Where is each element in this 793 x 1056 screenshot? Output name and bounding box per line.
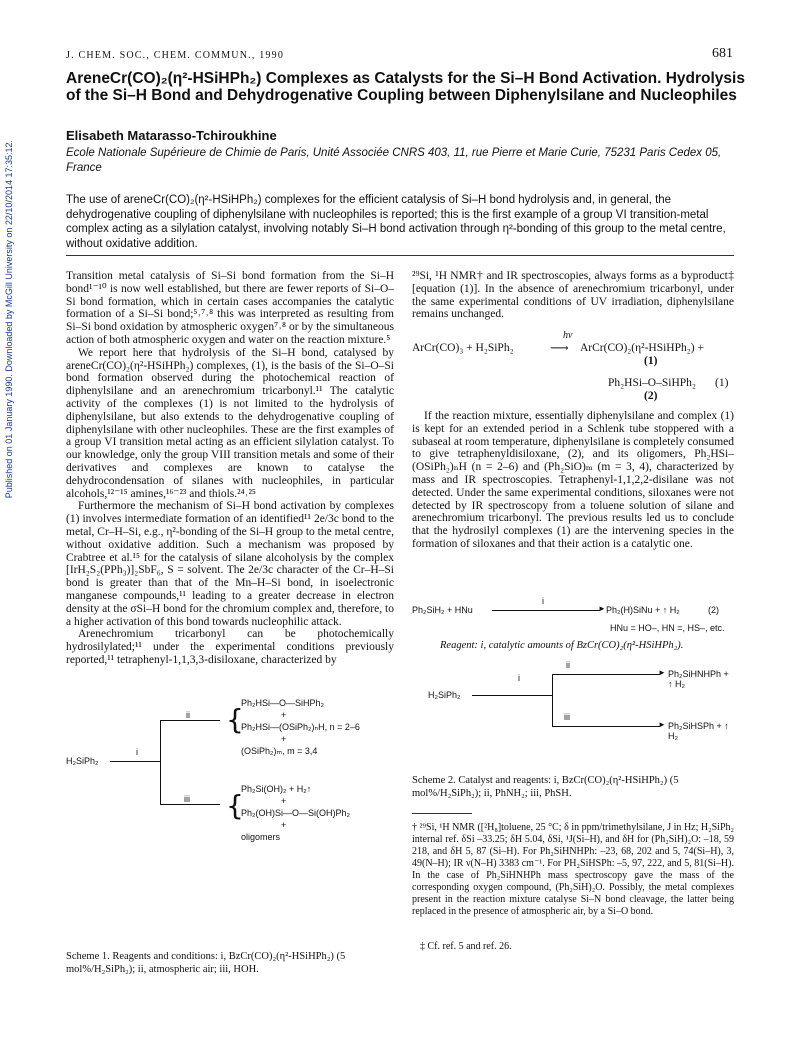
right-column-mid [412,410,734,551]
download-notice: Published on 01 January 1990. Downloaded by McGill University on 22/10/2014 17:35:12. [4,140,14,499]
scheme1-start: H₂SiPh₂ [66,756,99,766]
scheme1-lower-products: Ph₂Si(OH)₂ + H₂↑ + Ph₂(OH)Si—O—Si(OH)Ph₂ + oligomers [241,784,350,842]
scheme-2: H₂SiPh₂ i ii iii ► ► Ph₂SiHNHPh + ↑ H₂ Ph₂SiHSPh + ↑ H₂ [428,660,729,741]
scheme2-caption: Scheme 2. Catalyst and reagents: i, BzCr(CO)₂(η²-HSiHPh₂) (5 mol%/H₂SiPh₂); ii, PhNH₂; iii, PhSH. [412,775,679,799]
left-column [66,270,394,667]
affiliation: Ecole Nationale Supérieure de Chimie de Paris, Unité Associée CNRS 403, 11, rue Pierre et Marie Curie, 75231 Paris Cedex 05, France [66,147,722,174]
paragraph: Furthermore the mechanism of Si–H bond activation by complexes (1) involves intermediate formation of an identified¹¹ 2e/3c bond to the metal, Cr–H–Si, e.g., η²-bonding of the Si–H group to the metal centre, without oxidative addition. Such a mechanism was proposed by Crabtree et al.¹⁵ for the catalysis of silane alcoholysis by the complex [IrH₂S₂(PPh₃)]₂SbF₆, S = solvent. The 2e/3c character of the Cr–H–Si bond is greater than that of the Mn–H–Si bond, in isoelectronic manganese compounds,¹¹ leading to a greater decrease in electron density at the σSi–H bond for the chromium complex and, therefore, to a higher activation of this bond towards nucleophilic attack. [66,500,394,628]
scheme-1: H₂SiPh₂ i ii iii { Ph₂HSi—O—SiHPh₂ + Ph₂HSi—(OSiPh₂)ₙH, n = 2–6 + (OSiPh₂)ₘ, m = 3,4 { Ph₂Si(OH)₂ + H₂↑ + Ph₂(OH)Si—O—Si(OH)Ph₂ + oligomers [66,698,360,842]
article-title: AreneCr(CO)₂(η²-HSiHPh₂) Complexes as Catalysts for the Si–H Bond Activation. Hydrolysis of the Si–H Bond and Dehydrogenative Coupling between Diphenylsilane and Nucleophiles [66,70,745,104]
abstract: The use of areneCr(CO)₂(η²-HSiHPh₂) complexes for the efficient catalysis of Si–H bond hydrolysis and, in general, the dehydrogenative coupling of diphenylsilane with nucleophiles is reported; this is the first example of a group VI transition-metal complex acting as a silylation catalyst, involving notably Si–H bond activation through η²-bonding of this group to the metal centre, without oxidative addition. [66,194,726,250]
footnote-rule [412,813,472,814]
footnote-1: † ²⁹Si, ¹H NMR ([²H₈]toluene, 25 °C; δ in ppm/trimethylsilane, J in Hz; H₂SiPh₂ internal ref. δSi –33.25; δH 5.04, δSi, ¹J(Si–H), and δH for (Ph₂SiH)₂O: –18, 59 218, and δH 5, 87 (Si–H). For Ph₂SiHNHPh: –23, 68, 202 and 5, 74(Si–H), 3, 49(N–H); IR ν(N–H) 3383 cm⁻¹. For PH₂SiHSPh: –5, 97, 222, and 5, 81(Si–H). In the case of Ph₂SiHNHPh mass spectroscopy gave the mass of the corresponding oxygen compound, (Ph₂SiH)₂O. Possibly, the metal complexes present in the reaction mixture catalyse Si–N bond cleavage, the latter being replaced in the presence of atmospheric air, by a Si–O bond. [412,822,734,917]
scheme1-upper-products: Ph₂HSi—O—SiHPh₂ + Ph₂HSi—(OSiPh₂)ₙH, n = 2–6 + (OSiPh₂)ₘ, m = 3,4 [241,698,360,756]
journal-header: J. CHEM. SOC., CHEM. COMMUN., 1990 [66,50,285,61]
page-number: 681 [712,46,733,61]
right-column [412,270,734,321]
paragraph: ²⁹Si, ¹H NMR† and IR spectroscopies, always forms as a byproduct‡ [equation (1)]. In the absence of arenechromium tricarbonyl, under the same experimental conditions of UV irradiation, diphenylsilane remains unchanged. [412,270,734,321]
equation-1: ArCr(CO)₃ + H₂SiPh₂ hν ⟶ ArCr(CO)₂(η²-HSiHPh₂) + (1) Ph₂HSi–O–SiHPh₂ (1) (2) [412,330,729,402]
paragraph: If the reaction mixture, essentially diphenylsilane and complex (1) is kept for an extended period in a Schlenk tube stoppered with a subaseal at room temperature, diphenylsilane is completely consumed to give tetraphenyldisiloxane, (2), and its oligomers, Ph₂HSi–(OSiPh₂)ₙH (n = 2–6) and (Ph₂SiO)ₘ (m = 3, 4), characterized by mass and IR spectroscopies. Tetraphenyl-1,1,2,2-disilane was not detected. Under the same experimental conditions, siloxanes were not detected by IR spectroscopy from a toluene solution of silane and arenechromium tricarbonyl. The previous results led us to conclude that the hydrosilyl complexes (1) are the intervening species in the formation of siloxanes and that their action is a catalytic one. [412,410,734,550]
equation2-reagent: Reagent: i, catalytic amounts of BzCr(CO)₂(η²-HSiHPh₂). [440,640,684,651]
equation-2: Ph₂SiH₂ + HNu i ► Ph₂(H)SiNu + ↑ H₂ (2) HNu = HO–, HN =, HS–, etc. [412,596,725,633]
author: Elisabeth Matarasso-Tchiroukhine [66,128,277,143]
footnote-2: ‡ Cf. ref. 5 and ref. 26. [420,941,512,952]
paragraph: We report here that hydrolysis of the Si–H bond, catalysed by areneCr(CO)₂(η²-HSiHPh₂) complexes, (1), is the basis of the Si–O–Si bond formation observed during the photochemical reaction of diphenylsilane and an arenechromium tricarbonyl.¹¹ The catalytic activity of the complexes (1) is not limited to the hydrolysis of diphenylsilane, but also extends to the dehydrogenative coupling of diphenylsilane with other nucleophiles. These are the first examples of a group VI transition metal acting as an efficient silylation catalyst. To our knowledge, only the group VIII transition metals and some of their derivatives and complexes are known to catalyse the dehydrocondensation of silanes with nucleophiles, in particular alcohols,¹²⁻¹⁵ amines,¹⁶⁻²³ and thiols.²⁴˒²⁵ [66,346,394,500]
paragraph: Arenechromium tricarbonyl can be photochemically hydrosilylated;¹¹ under the experimental conditions previously reported,¹¹ tetraphenyl-1,1,3,3-disiloxane, characterized by [66,628,394,666]
paragraph: Transition metal catalysis of Si–Si bond formation from the Si–H bond¹⁻¹⁰ is now well established, but there are fewer reports of Si–O–Si bond formation, which in certain cases accompanies the catalytic formation of a Si–Si bond;⁵˒⁷˒⁸ this was interpreted as resulting from Si–Si bond oxidation by atmospheric oxygen⁷˒⁸ or by the simultaneous action of both atmospheric oxygen and water on the reaction mixture.⁵ [66,270,394,346]
scheme1-caption: Scheme 1. Reagents and conditions: i, BzCr(CO)₂(η²-HSiHPh₂) (5 mol%/H₂SiPh₂); ii, atmospheric air; iii, HOH. [66,951,346,975]
abstract-rule [66,255,734,256]
